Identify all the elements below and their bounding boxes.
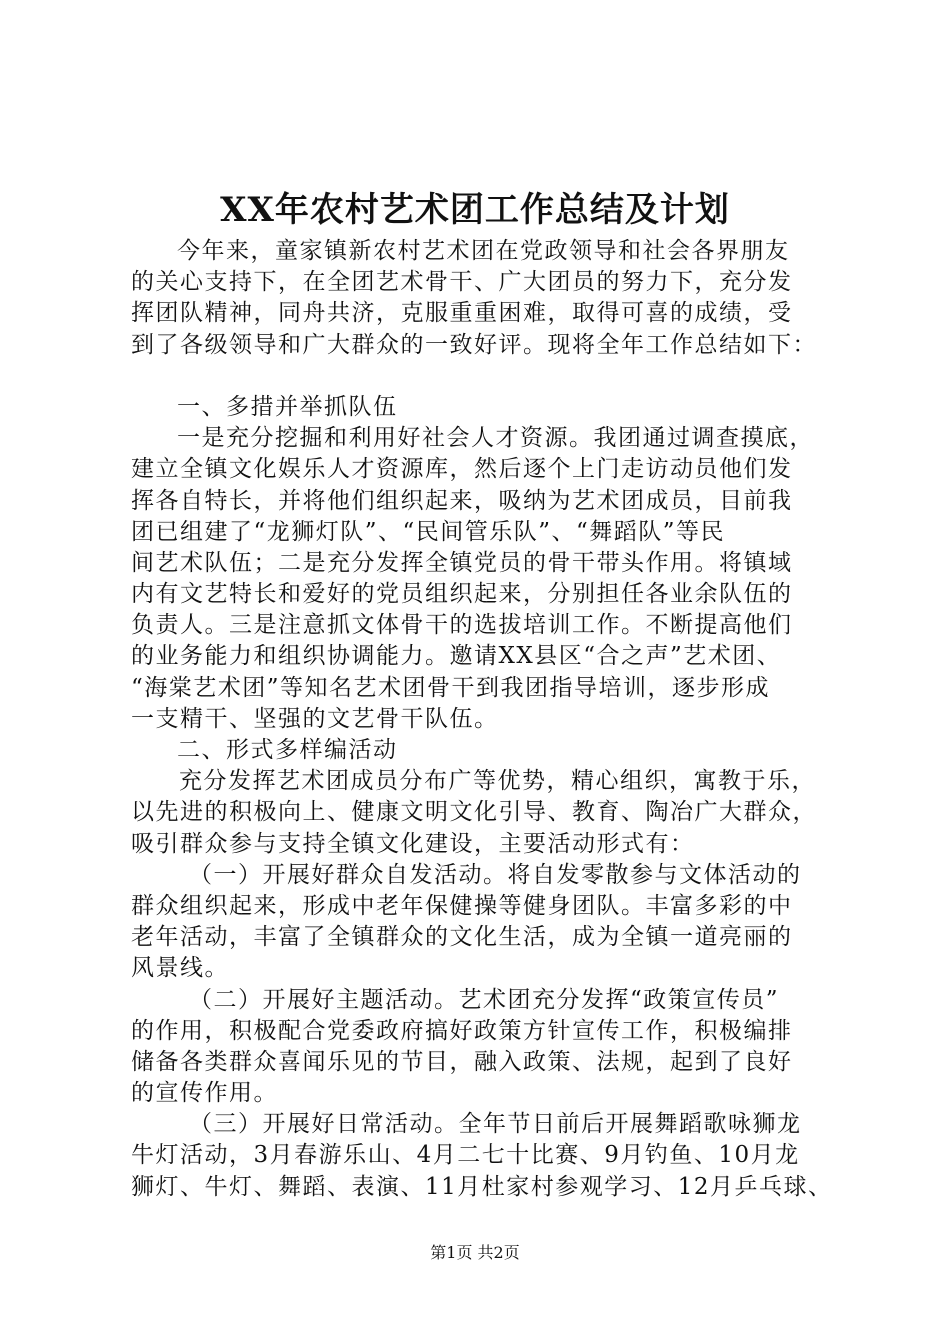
text-line: 今年来，童家镇新农村艺术团在党政领导和社会各界朋友 [177,238,790,264]
page-number: 第1页 共2页 [430,1243,520,1262]
text-line: 以先进的积极向上、健康文明文化引导、教育、陶冶广大群众， [131,799,817,826]
text-line: 吸引群众参与支持全镇文化建设，主要活动形式有： [131,830,695,857]
text-line: 的作用，积极配合党委政府搞好政策方针宣传工作，积极编排 [131,1017,793,1044]
text-line: 建立全镇文化娱乐人才资源库，然后逐个上门走访动员他们发 [131,456,793,483]
text-line: 间艺术队伍；二是充分发挥全镇党员的骨干带头作用。将镇域 [131,549,793,576]
text-line: 一支精干、坚强的文艺骨干队伍。 [131,705,499,732]
section-heading: 一、多措并举抓队伍 [177,393,398,420]
text-line: “海棠艺术团”等知名艺术团骨干到我团指导培训，逐步形成 [131,674,771,701]
document-title: XX年农村艺术团工作总结及计划 [220,190,730,230]
text-line: 老年活动，丰富了全镇群众的文化生活，成为全镇一道亮丽的 [131,924,793,951]
text-line: 负责人。三是注意抓文体骨干的选拔培训工作。不断提高他们 [131,612,793,639]
section-heading: 二、形式多样编活动 [177,737,398,763]
text-line: 狮灯、牛灯、舞蹈、表演、11月杜家村参观学习、12月乒乓球、 [131,1173,833,1200]
paragraph-gap [131,361,831,392]
text-line: 一是充分挖掘和利用好社会人才资源。我团通过调查摸底， [177,425,814,452]
text-line: 充分发挥艺术团成员分布广等优势，精心组织，寓教于乐， [179,768,816,795]
text-line: 的业务能力和组织协调能力。邀请XX县区“合之声”艺术团、 [131,643,782,670]
text-line: 内有文艺特长和爱好的党员组织起来，分别担任各业余队伍的 [131,581,793,608]
text-line: 牛灯活动，3月春游乐山、4月二七十比赛、9月钓鱼、10月龙 [131,1142,800,1169]
text-line: （二）开展好主题活动。艺术团充分发挥“政策宣传员” [189,986,780,1013]
text-line: 挥团队精神，同舟共济，克服重重困难，取得可喜的成绩，受 [131,300,793,327]
text-line: （三）开展好日常活动。全年节日前后开展舞蹈歌咏狮龙 [189,1111,802,1138]
document-body [131,236,831,1203]
text-line: 的宣传作用。 [131,1080,278,1107]
text-line: 群众组织起来，形成中老年保健操等健身团队。丰富多彩的中 [131,892,793,919]
text-line: 挥各自特长，并将他们组织起来，吸纳为艺术团成员，目前我 [131,487,793,514]
text-line: 储备各类群众喜闻乐见的节目，融入政策、法规，起到了良好 [131,1048,793,1075]
text-line: 的关心支持下，在全团艺术骨干、广大团员的努力下，充分发 [131,269,793,296]
text-line: 团已组建了“龙狮灯队”、“民间管乐队”、“舞蹈队”等民 [131,518,726,545]
text-line: （一）开展好群众自发活动。将自发零散参与文体活动的 [189,861,802,888]
text-line: 风景线。 [131,955,229,982]
text-line: 到了各级领导和广大群众的一致好评。现将全年工作总结如下： [131,331,817,358]
